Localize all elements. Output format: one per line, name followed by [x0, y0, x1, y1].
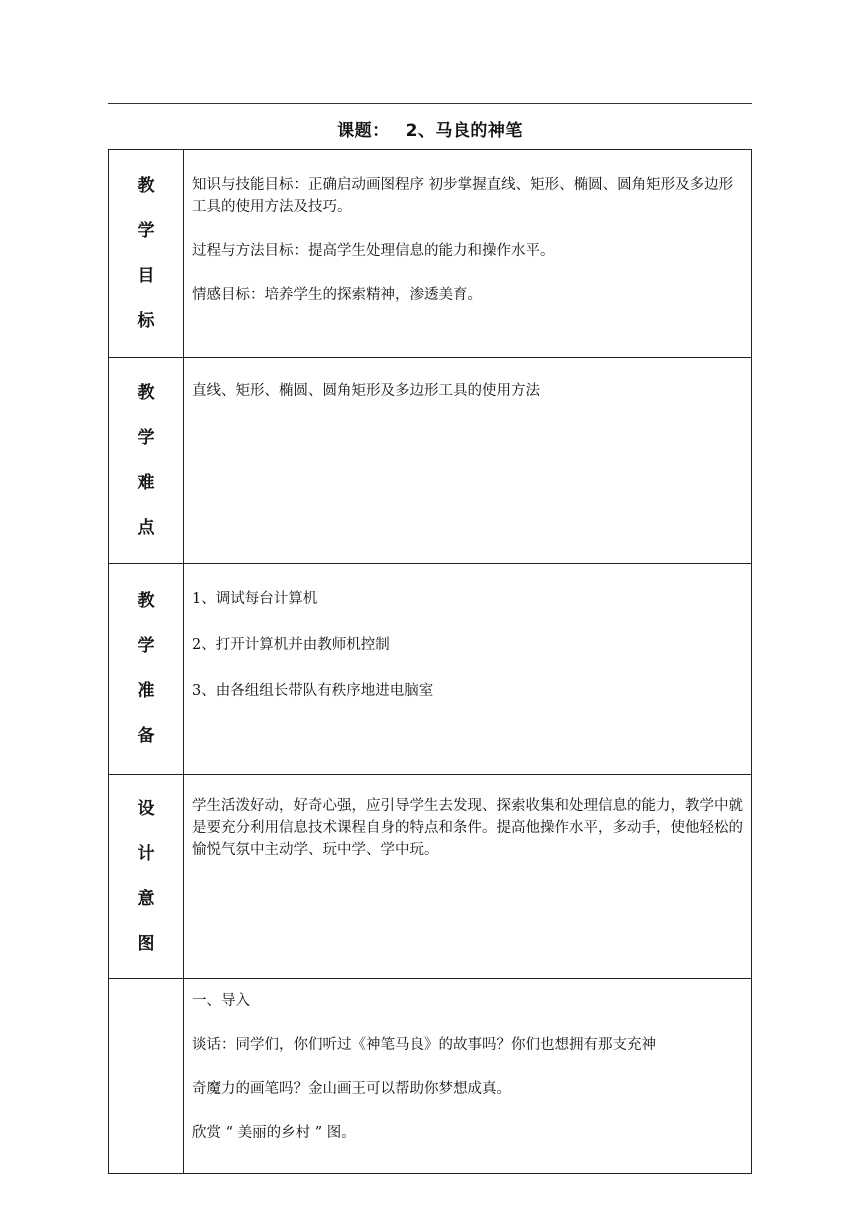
header-rule [108, 103, 752, 104]
label-teaching-difficulty [109, 358, 184, 564]
title-name: 2、马良的神笔 [405, 121, 523, 141]
row-teaching-difficulty [109, 358, 752, 564]
label-char: 难 [137, 472, 155, 493]
difficulty-text: 直线、矩形、椭圆、圆角矩形及多边形工具的使用方法 [192, 383, 540, 399]
label-char: 教 [137, 591, 155, 611]
goal-knowledge: 知识与技能目标：正确启动画图程序 初步掌握直线、矩形、椭圆、圆角矩形及多边形工具的使用方法及技巧。 [192, 177, 734, 215]
document-title [0, 116, 860, 141]
label-char: 点 [137, 517, 155, 538]
label-char: 标 [137, 310, 155, 331]
content-teaching-difficulty [184, 358, 752, 564]
prep-step-2: 2、打开计算机并由教师机控制 [192, 637, 390, 653]
content-design-intent [184, 775, 752, 979]
content-teaching-preparation [184, 564, 752, 775]
label-char: 意 [137, 888, 155, 909]
label-char: 学 [137, 636, 155, 656]
goal-emotion: 情感目标：培养学生的探索精神，渗透美育。 [192, 287, 482, 303]
label-char: 设 [137, 798, 155, 819]
label-teaching-process-empty [109, 979, 184, 1174]
process-heading-intro: 一、导入 [192, 993, 250, 1009]
process-talk-line-2: 奇魔力的画笔吗？金山画王可以帮助你梦想成真。 [192, 1081, 511, 1097]
row-design-intent [109, 775, 752, 979]
label-char: 图 [137, 933, 155, 954]
label-char: 准 [137, 681, 155, 701]
content-teaching-goals [184, 150, 752, 358]
label-char: 学 [137, 220, 155, 241]
row-teaching-process [109, 979, 752, 1174]
row-teaching-preparation [109, 564, 752, 775]
process-appreciate: 欣赏 “ 美丽的乡村 ” 图。 [192, 1125, 356, 1141]
label-teaching-goals [109, 150, 184, 358]
design-text: 学生活泼好动，好奇心强，应引导学生去发现、探索收集和处理信息的能力，教学中就是要充分利用信息技术课程自身的特点和条件。提高他操作水平，多动手，使他轻松的愉悦气氛中主动学、玩中学、学中玩。 [192, 798, 743, 858]
label-char: 备 [137, 726, 155, 746]
label-char: 教 [137, 382, 155, 403]
goal-process: 过程与方法目标：提高学生处理信息的能力和操作水平。 [192, 243, 555, 259]
prep-step-3: 3、由各组组长带队有秩序地进电脑室 [192, 683, 434, 699]
label-char: 目 [137, 265, 155, 286]
title-prefix: 课题： [337, 121, 390, 141]
label-teaching-preparation [109, 564, 184, 775]
content-teaching-process [184, 979, 752, 1174]
prep-step-1: 1、调试每台计算机 [192, 591, 318, 607]
label-char: 学 [137, 427, 155, 448]
label-char: 计 [137, 843, 155, 864]
process-talk-line-1: 谈话：同学们，你们听过《神笔马良》的故事吗？你们也想拥有那支充神 [192, 1037, 656, 1053]
lesson-plan-table [108, 149, 752, 1174]
label-char: 教 [137, 175, 155, 196]
label-design-intent [109, 775, 184, 979]
row-teaching-goals [109, 150, 752, 358]
